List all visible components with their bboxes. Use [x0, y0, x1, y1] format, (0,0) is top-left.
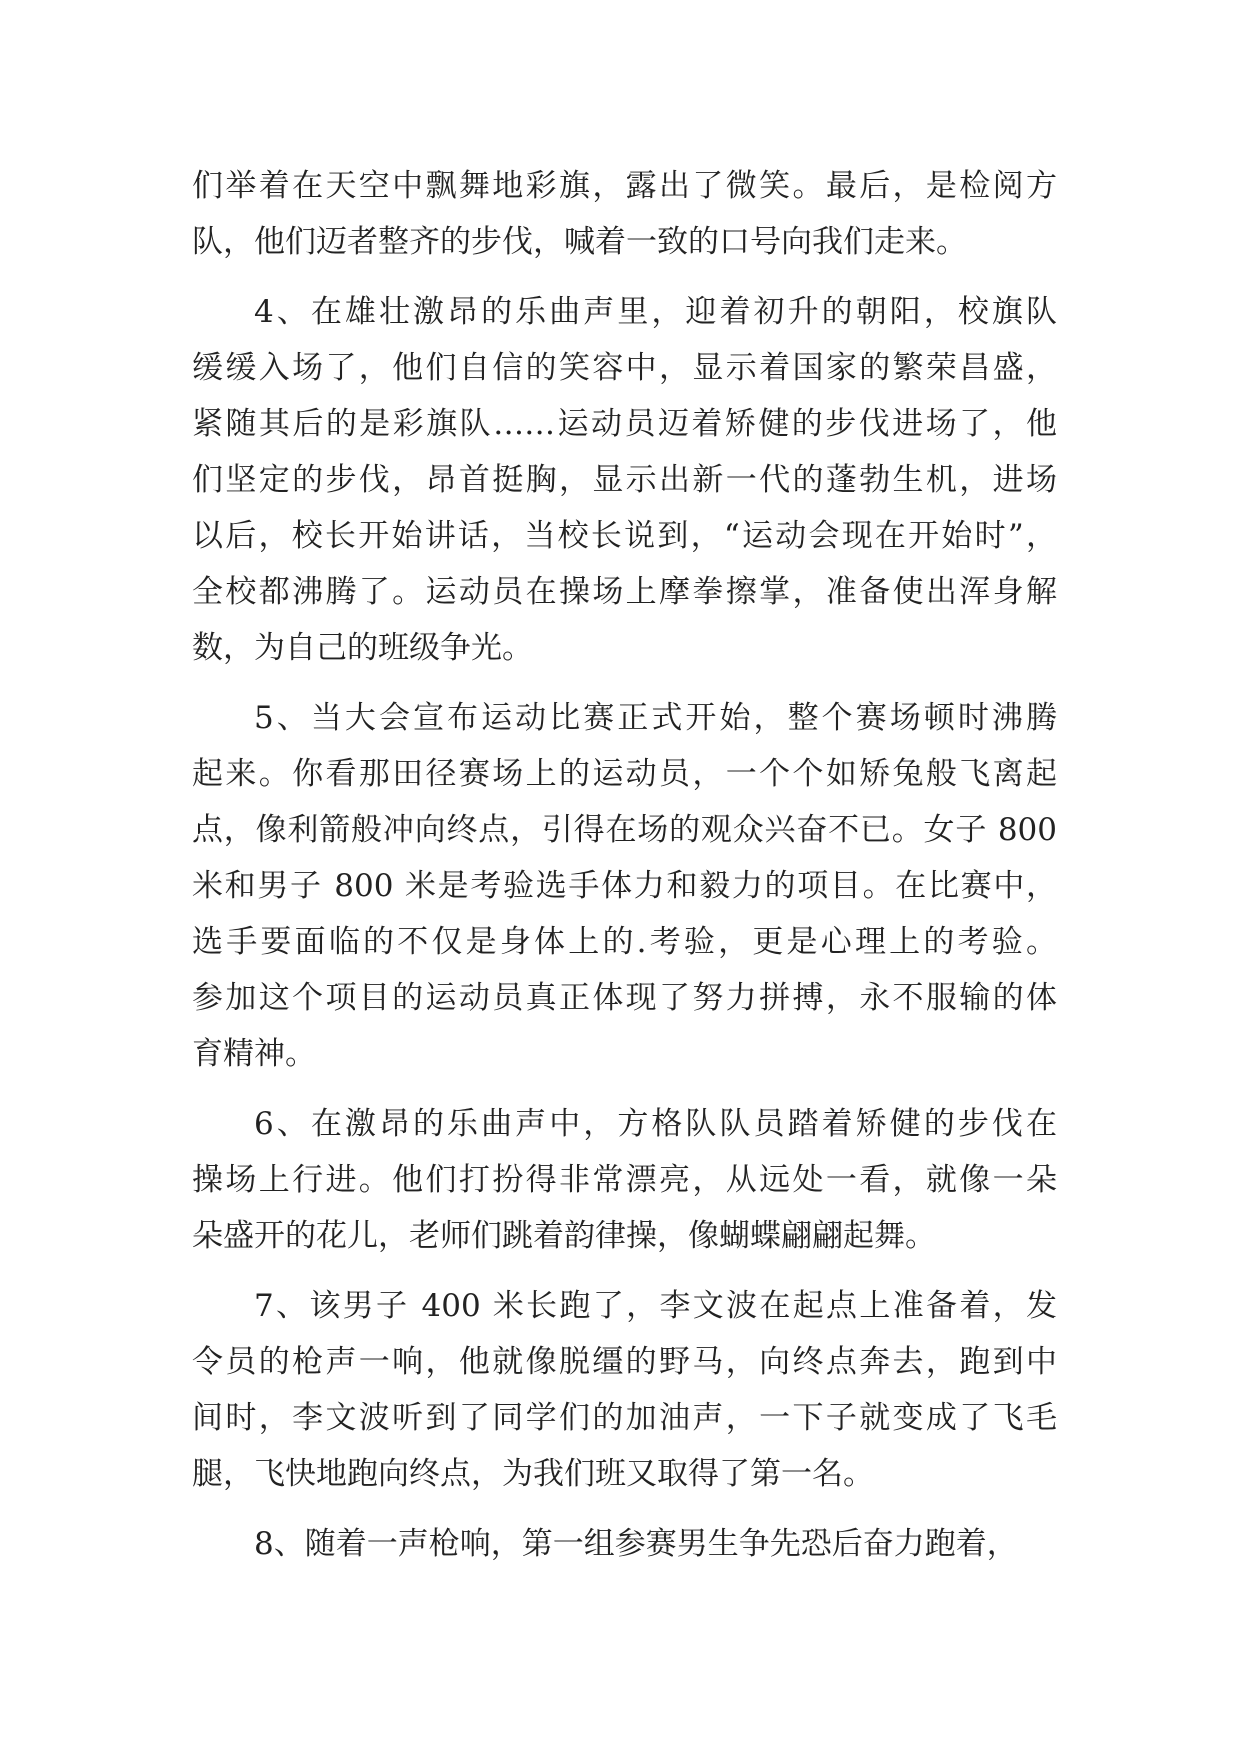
- paragraph: [192, 158, 1057, 270]
- text-line: 间时，李文波听到了同学们的加油声，一下子就变成了飞毛: [192, 1400, 1057, 1436]
- text-line: 朵盛开的花儿，老师们跳着韵律操，像蝴蝶翩翩起舞。: [192, 1218, 936, 1254]
- paragraph-gap: [192, 1082, 1057, 1096]
- paragraph-gap: [192, 676, 1057, 690]
- paragraph-gap: [192, 270, 1057, 284]
- text-line: 队，他们迈者整齐的步伐，喊着一致的口号向我们走来。: [192, 224, 967, 260]
- paragraph-gap: [192, 1502, 1057, 1516]
- paragraph: [192, 690, 1057, 1082]
- paragraph: [192, 284, 1057, 676]
- text-line: 5、当大会宣布运动比赛正式开始，整个赛场顿时沸腾: [254, 700, 1057, 736]
- text-line: 点，像利箭般冲向终点，引得在场的观众兴奋不已。女子 800: [192, 812, 1057, 848]
- text-line: 缓缓入场了，他们自信的笑容中，显示着国家的繁荣昌盛，: [192, 350, 1057, 386]
- text-line: 4、在雄壮激昂的乐曲声里，迎着初升的朝阳，校旗队: [254, 294, 1057, 330]
- document-body: [192, 158, 1057, 1572]
- text-line: 令员的枪声一响，他就像脱缰的野马，向终点奔去，跑到中: [192, 1344, 1057, 1380]
- text-line: 米和男子 800 米是考验选手体力和毅力的项目。在比赛中，: [192, 868, 1057, 904]
- text-line: 选手要面临的不仅是身体上的.考验，更是心理上的考验。: [192, 924, 1057, 960]
- paragraph: [192, 1516, 1057, 1572]
- paragraph-gap: [192, 1264, 1057, 1278]
- text-line: 操场上行进。他们打扮得非常漂亮，从远处一看，就像一朵: [192, 1162, 1057, 1198]
- text-line: 们坚定的步伐，昂首挺胸，显示出新一代的蓬勃生机，进场: [192, 462, 1057, 498]
- paragraph: [192, 1096, 1057, 1264]
- text-line: 全校都沸腾了。运动员在操场上摩拳擦掌，准备使出浑身解: [192, 574, 1057, 610]
- text-line: 8、随着一声枪响，第一组参赛男生争先恐后奋力跑着，: [254, 1526, 1018, 1562]
- text-line: 参加这个项目的运动员真正体现了努力拼搏，永不服输的体: [192, 980, 1057, 1016]
- text-line: 腿，飞快地跑向终点，为我们班又取得了第一名。: [192, 1456, 874, 1492]
- text-line: 育精神。: [192, 1036, 316, 1072]
- text-line: 们举着在天空中飘舞地彩旗，露出了微笑。最后，是检阅方: [192, 168, 1057, 204]
- text-line: 7、该男子 400 米长跑了，李文波在起点上准备着，发: [254, 1288, 1057, 1324]
- paragraph: [192, 1278, 1057, 1502]
- text-line: 6、在激昂的乐曲声中，方格队队员踏着矫健的步伐在: [254, 1106, 1057, 1142]
- text-line: 起来。你看那田径赛场上的运动员，一个个如矫兔般飞离起: [192, 756, 1057, 792]
- text-line: 以后，校长开始讲话，当校长说到，“运动会现在开始时”，: [192, 518, 1057, 554]
- text-line: 数，为自己的班级争光。: [192, 630, 533, 666]
- text-line: 紧随其后的是彩旗队……运动员迈着矫健的步伐进场了，他: [192, 406, 1057, 442]
